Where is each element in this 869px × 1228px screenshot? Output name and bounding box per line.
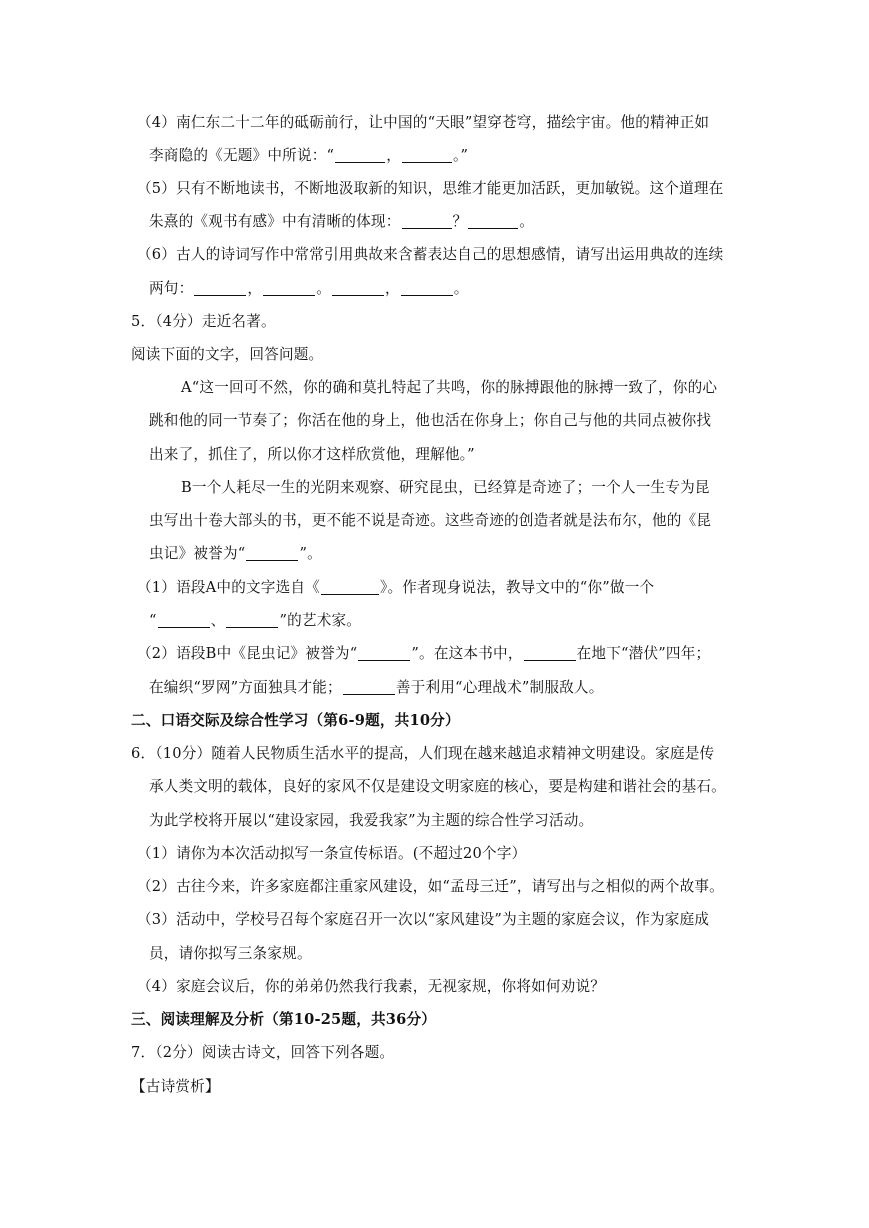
text: 【古诗赏析】 [131, 1078, 220, 1095]
text: B一个人耗尽一生的光阴来观察、研究昆虫，已经算是奇迹了；一个人一生专为昆 [181, 479, 710, 496]
text: 虫记》被誉为“ [149, 545, 246, 562]
text: 在编织“罗网”方面独具才能； [149, 679, 342, 696]
text: ， [247, 280, 263, 297]
q6-3-line2 [149, 944, 312, 964]
text: 、 [210, 612, 226, 629]
text: 。 [519, 213, 535, 230]
text: 跳和他的同一节奏了；你活在他的身上，他也活在你身上；你自己与他的共同点被你找 [149, 412, 712, 429]
text: 》。作者现身说法，教导文中的“你”做一个 [379, 579, 655, 596]
q5-passage-b-line2 [149, 511, 711, 531]
q5-1-line2 [149, 611, 361, 631]
text: （4）家庭会议后，你的弟弟仍然我行我素，无视家规，你将如何劝说？ [137, 978, 606, 995]
text: （4）南仁东二十二年的砥砺前行，让中国的“天眼”望穿苍穹，描绘宇宙。他的精神正如 [137, 114, 710, 131]
answer-blank[interactable] [401, 281, 453, 296]
text: （3）活动中，学校号召每个家庭召开一次以“家风建设”为主题的家庭会议，作为家庭成 [137, 911, 710, 928]
text: ？ [452, 213, 468, 230]
q6-line1 [131, 744, 714, 764]
text: （1）语段A中的文字选自《 [137, 579, 320, 596]
text: 。 [453, 280, 469, 297]
text: A“这一回可不然，你的确和莫扎特起了共鸣，你的脉搏跟他的脉搏一致了，你的心 [181, 379, 718, 396]
q5-2-line2 [149, 678, 604, 698]
q4-6-line1 [137, 245, 723, 265]
text: 三、阅读理解及分析（第10-25题，共36分） [131, 1011, 437, 1028]
answer-blank[interactable] [402, 214, 452, 229]
text: 6．（10分）随着人民物质生活水平的提高，人们现在越来越追求精神文明建设。家庭是传 [131, 745, 715, 762]
q4-5-line1 [137, 179, 723, 199]
text: （2）古往今来，许多家庭都注重家风建设，如“孟母三迁”，请写出与之相似的两个故事。 [137, 878, 724, 895]
answer-blank[interactable] [524, 646, 576, 661]
q6-3-line1 [137, 910, 709, 930]
answer-blank[interactable] [358, 646, 410, 661]
answer-blank[interactable] [194, 281, 246, 296]
text: “ [149, 612, 157, 629]
answer-blank[interactable] [332, 281, 384, 296]
text: 5．（4分）走近名著。 [131, 313, 276, 330]
text: 两句： [149, 280, 194, 297]
text: 李商隐的《无题》中所说：“ [149, 147, 335, 164]
q5-1-line1 [137, 578, 654, 598]
text: ， [384, 280, 400, 297]
q5-2-line1 [137, 644, 710, 664]
text: （6）古人的诗词写作中常常引用典故来含蓄表达自己的思想感情，请写出运用典故的连续 [137, 246, 724, 263]
text: 善于利用“心理战术”制服敌人。 [395, 679, 604, 696]
text: 出来了，抓住了，所以你才这样欣赏他，理解他。” [149, 446, 475, 463]
answer-blank[interactable] [335, 148, 385, 163]
answer-blank[interactable] [343, 680, 395, 695]
text: 阅读下面的文字，回答问题。 [131, 346, 324, 363]
text: 在地下“潜伏”四年； [576, 645, 711, 662]
answer-blank[interactable] [263, 281, 315, 296]
q6-1 [137, 844, 526, 864]
text: ， [386, 147, 401, 164]
q7-title [131, 1043, 394, 1063]
q7-subheading [131, 1077, 220, 1097]
text: ”的艺术家。 [279, 612, 362, 629]
answer-blank[interactable] [246, 546, 298, 561]
q4-4-line1 [137, 113, 709, 133]
q6-4 [137, 977, 605, 997]
text: （1）请你为本次活动拟写一条宣传标语。(不超过20个字） [137, 845, 527, 862]
q4-5-line2 [149, 212, 534, 232]
text: ”。 [299, 545, 322, 562]
section-3-heading [131, 1010, 436, 1030]
text: 员，请你拟写三条家规。 [149, 945, 312, 962]
text: 二、口语交际及综合性学习（第6-9题，共10分） [131, 712, 460, 729]
answer-blank[interactable] [158, 613, 210, 628]
section-2-heading [131, 711, 460, 731]
answer-blank[interactable] [321, 580, 379, 595]
q6-line2 [149, 777, 726, 797]
text: 为此学校将开展以“建设家园，我爱我家”为主题的综合性学习活动。 [149, 812, 594, 829]
q5-passage-b-line1 [181, 478, 710, 498]
q6-2 [137, 877, 724, 897]
q6-line3 [149, 811, 593, 831]
q5-title [131, 312, 276, 332]
q5-passage-b-line3 [149, 544, 322, 564]
text: 。 [316, 280, 331, 297]
q5-passage-a-line1 [181, 378, 717, 398]
text: ”。在这本书中， [411, 645, 523, 662]
text: 虫写出十卷大部头的书，更不能不说是奇迹。这些奇迹的创造者就是法布尔，他的《昆 [149, 512, 712, 529]
q4-6-line2 [149, 279, 469, 299]
q5-instruction [131, 345, 323, 365]
answer-blank[interactable] [468, 214, 518, 229]
q5-passage-a-line3 [149, 445, 475, 465]
answer-blank[interactable] [226, 613, 278, 628]
answer-blank[interactable] [402, 148, 452, 163]
text: 朱熹的《观书有感》中有清晰的体现： [149, 213, 401, 230]
q5-passage-a-line2 [149, 411, 711, 431]
text: （2）语段B中《昆虫记》被誉为“ [137, 645, 358, 662]
text: 承人类文明的载体，良好的家风不仅是建设文明家庭的核心，要是构建和谐社会的基石。 [149, 778, 726, 795]
q4-4-line2 [149, 146, 468, 166]
text: 。” [452, 147, 469, 164]
text: （5）只有不断地读书，不断地汲取新的知识，思维才能更加活跃，更加敏锐。这个道理在 [137, 180, 724, 197]
text: 7．（2分）阅读古诗文，回答下列各题。 [131, 1044, 395, 1061]
